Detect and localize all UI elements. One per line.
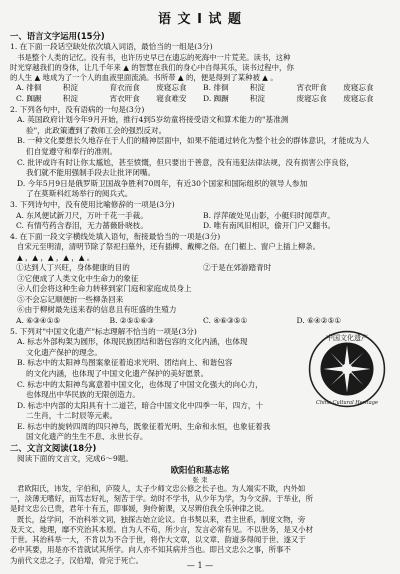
q4-item-1: ①达到人丁兴旺，身体健康的目的 (16, 262, 130, 272)
page-number: — 1 — (186, 561, 214, 570)
q1-option-a-word: 积淀 (62, 83, 78, 93)
q1-option-d[interactable]: D. 踟蹰 (203, 94, 229, 104)
q4-item-6: ⑥由于柳树最先送来春的信息且有旺盛的生殖力 (17, 305, 177, 315)
article-author: 张 耒 (192, 475, 208, 484)
q3-option-b[interactable]: B. 浮萍破处见山影，小艇归时闻草声。 (203, 210, 335, 220)
q1-option-d-word: 废寝忘食 (296, 94, 327, 104)
article-title: 欧阳伯和墓志铭 (170, 464, 230, 475)
q1-option-a-word: 废寝忘食 (156, 83, 187, 93)
q1-passage-line: 时光穿越我们的身体，让几千年来 ▲ 的智慧在我们的身心中自得其乐，读书过程中，你 (10, 62, 294, 72)
q5-option-e[interactable]: E. 标志中的旋转四周的四只神鸟，既象征着光明、生命和永恒，也象征着我 (17, 421, 271, 431)
article-line: 一，淡薄无嗜好，而笃志好礼，刻苦于学。幼时不学书，从少年为学，为今文辞。于举业，所 (10, 493, 314, 503)
q5-option-c[interactable]: C. 标志中的太阳神鸟寓意着中国文化，也体现了中国文化强大的向心力， (17, 379, 263, 389)
article-line: 是时文忠公已贵，君年十有五，即事媛，狗伶俯课，又尽辨伯我全乐钟律之说。 (10, 504, 269, 514)
part1-heading: 一、语言文字运用(15分) (10, 31, 105, 41)
q1-option-c[interactable]: C. 踟蹰 (16, 94, 42, 104)
article-line: 于世。其治科举一大，不肯以为不合于世，将作大文章，以文章、韵道多得闻于世、遂又于 (10, 535, 306, 545)
article-line: 既长，益学问，不治科举文词，独探古始立论议。自书契以来，君主世系，制度文物，旁 (17, 514, 306, 524)
q5-option-d-cont: 二生肖，十二时辰等元素。 (26, 411, 118, 421)
q4-item-5: ⑤不会忘记顺便折一些柳条回来 (17, 294, 124, 304)
q1-option-a-word: 育衣而食 (109, 83, 140, 93)
q2-option-a-cont: 验"，此政策遭到了教师工会的强烈反对。 (26, 125, 167, 135)
q2-option-d-cont: 了在莫斯科红场举行的阅兵式。 (26, 189, 133, 199)
q1-option-c-word: 宵衣旰食 (109, 94, 140, 104)
q5-option-d[interactable]: D. 标志中内部的太阳具有十二道芒，暗合中国文化中四季一年，四方，十 (17, 400, 264, 410)
q4-items-row (10, 263, 390, 274)
article-line: 君欧阳氏，讳发，字伯和，庐陵人，太子少师文忠公修之长子也。为人端实不欺，内外如 (17, 483, 306, 493)
q2-option-b-cont: 们自觉遵守和奉行的准则。 (26, 147, 118, 157)
q3-options-row (10, 211, 390, 222)
q2-option-a[interactable]: A. 英国政府计划今年9月开始，推行4到5岁幼童将接受语文和算术能力的"基准测 (17, 115, 289, 125)
q1-option-c-word: 寝食难安 (156, 94, 187, 104)
article-line: 及天文、地理，靡不究治其本原。自为人不苟，所少言，发言必常有见。不以世务，是又小材 (10, 524, 314, 534)
q1-option-b[interactable]: B. 徘徊 (203, 83, 229, 93)
q2-option-d[interactable]: D. 今年5月9日是俄罗斯卫国战争胜利70周年，有近30个国家和国际组织的领导人参加 (17, 178, 308, 188)
q5-stem: 5. 下列对"中国文化遗产"标志理解不恰当的一项是(3分) (10, 326, 197, 336)
q5-option-c-cont: 也体现出中华民族的无限创造力。 (26, 390, 140, 400)
article-line: 必中其要，用是亦不肯就试其所学。向人亦不知其病并当也。即吕文忠公之事，所事不 (10, 545, 291, 555)
q4-stem: 4. 在下面一段文字横线处填入语句，衔接最恰当的一项是(3分) (10, 231, 221, 241)
q4-options-row (10, 316, 390, 327)
q1-options-row (10, 94, 390, 105)
q1-options-row (10, 83, 390, 94)
q1-option-d-word: 废寝忘食 (343, 94, 374, 104)
q4-passage-blanks: ▲ ，▲ ，▲ ，▲ ，▲ 。 (17, 252, 95, 262)
q2-option-c[interactable]: C. 批评或许有时让你太尴尬，甚至愤慨，但只要出于善意，没有违犯法律法规，没有损害公序良俗， (17, 157, 354, 167)
q4-option-a[interactable]: A. ⑥③④①⑤ (16, 315, 61, 325)
q3-options-row (10, 221, 390, 232)
q3-option-a[interactable]: A. 东风便试新刀尺，万叶千花一手裁。 (16, 210, 148, 220)
q4-option-b[interactable]: B. ②⑤①⑥③ (109, 315, 154, 325)
q4-option-c[interactable]: C. ④⑥③⑤① (203, 315, 248, 325)
q3-option-c[interactable]: C. 有情芍药含春泪，无力蔷薇卧晓枝。 (16, 221, 148, 231)
q4-item-4: ④人们会将这种生命力转移到家门庭和家庭成员身上 (17, 284, 192, 294)
q5-option-a-cont: 文化遗产保护的理念。 (26, 347, 102, 357)
part2-heading: 二、文言文阅读(18分) (10, 443, 97, 454)
q5-option-b-cont: 的文化内涵，也体现了中国文化遗产保护的美好愿景。 (26, 368, 209, 378)
q2-option-c-cont: 我们就不能用强制手段去让批评闭嘴。 (26, 168, 156, 178)
q1-option-b-word: 废寝忘食 (343, 83, 374, 93)
q3-option-d[interactable]: D. 唯有南风旧相识，偷开门户又翻书。 (203, 221, 336, 231)
q1-stem: 1. 在下面一段话空缺处依次填入词语，最恰当的一组是(3分) (10, 42, 213, 51)
q1-passage-line: 的人生 ▲ 地成为了一个人的血液里面流淌。书所带 ▲ 的，便是得到了某种被 ▲ 。 (10, 73, 278, 83)
q5-option-a[interactable]: A. 标志外部构架为圆形，体现民族团结和谐包容的文化内涵，也体现 (17, 337, 248, 347)
q1-option-d-word: 积淀 (249, 94, 265, 104)
part2-instruction: 阅读下面的文言文，完成6～9题。 (17, 454, 133, 464)
q4-passage-line: 自宋元至明清，清明节除了祭祀扫墓外，还有插柳、戴柳之俗。在门楣上、窗户上插上柳条。 (17, 242, 321, 252)
q1-option-c-word: 积淀 (62, 94, 78, 104)
q1-option-b-word: 积淀 (249, 83, 265, 93)
exam-title: 语 文 Ⅰ 试 题 (158, 12, 242, 27)
q1-option-b-word: 宵衣旰食 (296, 83, 327, 93)
q5-option-b[interactable]: B. 标志中的太阳神鸟图案象征着追求光明、团结向上、和谐包容 (17, 358, 233, 368)
logo-text-en: China Cultural Heritage (316, 400, 378, 407)
q2-stem: 2. 下列各句中，没有语病的一句是(3分) (10, 104, 145, 114)
q4-item-3: ③它便成了人类文化中生命力的象征 (17, 273, 139, 283)
q3-stem: 3. 下列诗句中，没有使用比喻修辞的一项是(3分) (10, 200, 175, 210)
q1-option-a[interactable]: A. 徘徊 (16, 83, 42, 93)
q4-option-d[interactable]: D. ⑥④②⑤① (296, 315, 342, 325)
q4-item-2: ②于是在郊游踏青时 (203, 262, 272, 272)
q1-passage-line: 书是整个人类的记忆。没有书，也许历史早已在遗忘的死海中一片荒芜。读书，这种 (17, 52, 291, 62)
china-cultural-heritage-logo (308, 330, 386, 408)
q5-option-e-cont: 国文化遗产的生生不息、永世长存。 (26, 432, 148, 442)
q2-option-b[interactable]: B. 一种文化要想长久地存在于人们的精神层面中，如果不能通过转化为整个社会的群体意识，才能成为人 (17, 136, 370, 146)
article-line: 为前代文忠之子，汉伯增，骨完于死亡。 (10, 555, 144, 565)
logo-text-cn: 中国文化遗产 (326, 333, 368, 343)
